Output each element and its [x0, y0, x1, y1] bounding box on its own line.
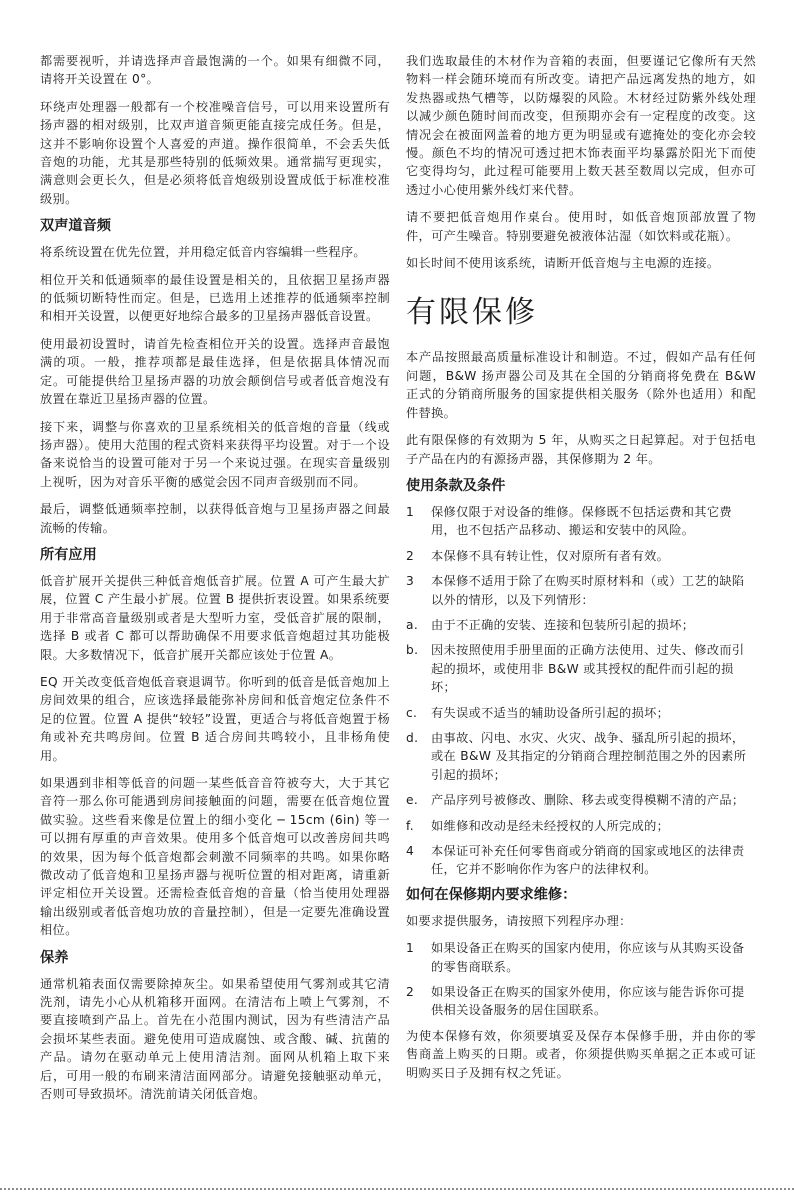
- list-item: [406, 547, 756, 565]
- list-marker: f.: [406, 818, 414, 833]
- list-item: [406, 983, 756, 1020]
- list-marker: a.: [406, 617, 419, 632]
- list-marker: 4: [406, 844, 415, 858]
- list-item-text: 有失误或不适当的辅助设备所引起的损坏；: [431, 705, 670, 720]
- list-marker: 2: [406, 985, 415, 1000]
- list-marker: b.: [406, 643, 419, 658]
- list-marker: c.: [406, 705, 418, 720]
- list-marker: 1: [406, 504, 415, 519]
- heading-all-applications: 所有应用: [40, 546, 97, 563]
- heading-care: 保养: [40, 949, 69, 966]
- list-item-text: 产品序列号被修改、删除、移去或变得模糊不清的产品；: [431, 793, 745, 808]
- list-item: [406, 939, 756, 976]
- paragraph-stereo-5: 最后，调整低通频率控制，以获得低音炮与卫星扬声器之间最流畅的传输。: [40, 502, 390, 535]
- paragraph-warranty-1: 本产品按照最高质量标准设计和制造。不过，假如产品有任何问题，B&W 扬声器公司及其在全国的分销商将免费在 B&W 正式的分销商所服务的国家提供相关服务（除外也适用）和配件替换。: [406, 350, 756, 420]
- list-item-text: 由于不正确的安装、连接和包装所引起的损坏；: [431, 617, 695, 632]
- list-item: [406, 729, 756, 784]
- paragraph-apps-3: 如果遇到非相等低音的问题一某些低音音符被夸大，大于其它音符一那么你可能遇到房间接触面的问题，需要在低音炮位置做实验。这些看来像是位置上的细小变化 ─ 15cm (6in) 等一可以拥有厚重的声音效果。使用多个低音炮可以改善房间共鸣的效果，因为每个低音炮都会刺激不同频率的共鸣。如果你略微改动了低音炮和卫星扬声器与视听位置的相对距离，请重新评定相位开关设置。还需检查低音炮的音量（恰当使用处理器输出级别或者低音炮功放的音量控制），但是一定要先准确设置相位。: [40, 776, 390, 938]
- list-item-text: 本保证可补充任何零售商或分销商的国家或地区的法律责任，它并不影响你作为客户的法律权利。: [431, 844, 745, 877]
- list-item-text: 如果设备正在购买的国家外使用，你应该与能告诉你可提供相关设备服务的居住国联系。: [431, 985, 745, 1018]
- list-marker: 2: [406, 548, 415, 563]
- paragraph-apps-1: 低音扩展开关提供三种低音炮低音扩展。位置 A 可产生最大扩展，位置 C 产生最小扩展。位置 B 提供折衷设置。如果系统要用于非常高音量级别或者是大型听力室，受低音扩展的限制，选择 B 或者 C 都可以帮助确保不用要求低音炮超过其功能极限。大多数情况下，低音扩展开关都应该处于位置 A。: [40, 573, 390, 662]
- list-item: [406, 616, 756, 634]
- list-item-text: 因未按照使用手册里面的正确方法使用、过失、修改而引起的损坏，或使用非 B&W 或其授权的配件而引起的损坏；: [431, 643, 745, 695]
- list-item-text: 如维修和改动是经未经授权的人所完成的；: [431, 818, 670, 833]
- list-item: [406, 791, 756, 809]
- list-item-text: 本保修不适用于除了在购买时原材料和（或）工艺的缺陷以外的情形，以及下列情形：: [431, 574, 745, 607]
- terms-list: [406, 503, 756, 879]
- heading-terms-conditions: 使用条款及条件: [406, 477, 506, 494]
- paragraph-stereo-2: 相位开关和低通频率的最佳设置是相关的，且依据卫星扬声器的低频切断特性而定。但是，已选用上述推荐的低通频率控制和相开关设置，以便更好地综合最多的卫星扬声器低音设置。: [40, 272, 390, 324]
- list-marker: d.: [406, 730, 419, 745]
- list-marker: 1: [406, 941, 415, 956]
- heading-request-service: 如何在保修期内要求维修：: [406, 886, 577, 903]
- paragraph-stereo-3: 使用最初设置时，请首先检查相位开关的设置。选择声音最饱满的项。一般，推荐项都是最佳选择，但是依据具体情况而定。可能提供给卫星扬声器的功放会颠倒信号或者低音炮没有放置在靠近卫星扬声器的位置。: [40, 336, 390, 407]
- left-column: [40, 52, 390, 1113]
- list-item-text: 由事故、闪电、水灾、火灾、战争、骚乱所引起的损坏，或在 B&W 及其指定的分销商合理控制范围之外的因素所引起的损坏；: [431, 730, 747, 782]
- paragraph-intro-1: 都需要视听，并请选择声音最饱满的一个。如果有细微不同，请将开关设置在 0°。: [40, 54, 390, 87]
- list-item: [406, 842, 756, 879]
- list-marker: 3: [406, 574, 415, 589]
- list-item: [406, 704, 756, 722]
- footer-dotted-rule: [0, 1188, 794, 1190]
- list-item: [406, 572, 756, 609]
- paragraph-stereo-4: 接下来，调整与你喜欢的卫星系统相关的低音炮的音量（线或扬声器）。使用大范围的程式资料来获得平均设置。对于一个设备来说恰当的设置可能对于另一个来说过强。在现实音量级别上视听，因为对音乐平衡的感觉会因不同声音级别而不同。: [40, 419, 390, 489]
- paragraph-care-3: 请不要把低音炮用作桌台。使用时，如低音炮顶部放置了物件，可产生噪音。特别要避免被液体沾湿（如饮料或花瓶）。: [406, 210, 756, 243]
- right-column: [406, 52, 756, 1091]
- paragraph-stereo-1: 将系统设置在优先位置，并用稳定低音内容编辑一些程序。: [40, 245, 366, 260]
- paragraph-apps-2: EQ 开关改变低音炮低音衰退调节。你听到的低音是低音炮加上房间效果的组合，应该选择最能弥补房间和低音炮定位条件不足的位置。位置 A 提供“较轻”设置，更适合与将低音炮置于杨角或补充共鸣房间。位置 B 适合房间共鸣较小，且非杨角使用。: [40, 674, 390, 763]
- list-item-text: 本保修不具有转让性，仅对原所有者有效。: [431, 548, 670, 563]
- list-marker: e.: [406, 793, 419, 808]
- list-item-text: 保修仅限于对设备的维修。保修既不包括运费和其它费用，也不包括产品移动、搬运和安装中的风险。: [431, 504, 732, 538]
- paragraph-request-1: 如要求提供服务，请按照下列程序办理：: [406, 913, 632, 928]
- heading-stereo-audio: 双声道音频: [40, 218, 111, 235]
- paragraph-care-1: 通常机箱表面仅需要除掉灰尘。如果希望使用气雾剂或其它清洗剂，请先小心从机箱移开面网。在清洁布上喷上气雾剂，不要直接喷到产品上。首先在小范围内测试，因为有些清洁产品会损坏某些表面。避免使用可造成腐蚀、或含酸、碱、抗菌的产品。请勿在驱动单元上使用清洁剂。面网从机箱上取下来后，可用一般的布刷来清洁面网部分。请避免接触驱动单元，否则可导致损坏。清洗前请关闭低音炮。: [40, 976, 390, 1102]
- paragraph-care-2: 我们选取最佳的木材作为音箱的表面，但要谨记它像所有天然物料一样会随环境而有所改变。请把产品远离发热的地方，如发热器或热气槽等，以防爆裂的风险。木材经过防紫外线处理以减少颜色随时间而改变，但预期亦会有一定程度的改变。这情况会在被面网盖着的地方更为明显或有遮掩处的变化亦会较慢。颜色不均的情况可透过把木饰表面平均暴露於阳光下而使它变得均匀，此过程可能要用上数天甚至数周以完成，但亦可透过小心使用紫外线灯来代替。: [406, 54, 756, 197]
- title-limited-warranty: 有限保修: [406, 295, 538, 331]
- list-item: [406, 817, 756, 835]
- paragraph-warranty-2: 此有限保修的有效期为 5 年，从购买之日起算起。对于包括电子产品在内的有源扬声器，其保修期为 2 年。: [406, 433, 756, 466]
- paragraph-intro-2: 环绕声处理器一般都有一个校准噪音信号，可以用来设置所有扬声器的相对级别，比双声道音频更能直接完成任务。但是，这并不影响你设置个人喜爱的声道。操作很简单，不会丢失低音炮的功能，尤其是那些特别的低频效果。通常揣写更现实，满意则会更长久，但是必须将低音炮级别设置成低于标准校准级别。: [40, 99, 390, 206]
- list-item-text: 如果设备正在购买的国家内使用，你应该与从其购买设备的零售商联系。: [431, 941, 745, 974]
- list-item: [406, 641, 756, 696]
- request-steps-list: [406, 939, 756, 1020]
- paragraph-care-4: 如长时间不使用该系统，请断开低音炮与主电源的连接。: [406, 256, 720, 271]
- paragraph-request-2: 为使本保修有效，你须要填妥及保存本保修手册，并由你的零售商盖上购买的日期。或者，你须提供购买单据之正本或可证明购买日子及拥有权之凭证。: [406, 1028, 756, 1080]
- list-item: [406, 503, 756, 540]
